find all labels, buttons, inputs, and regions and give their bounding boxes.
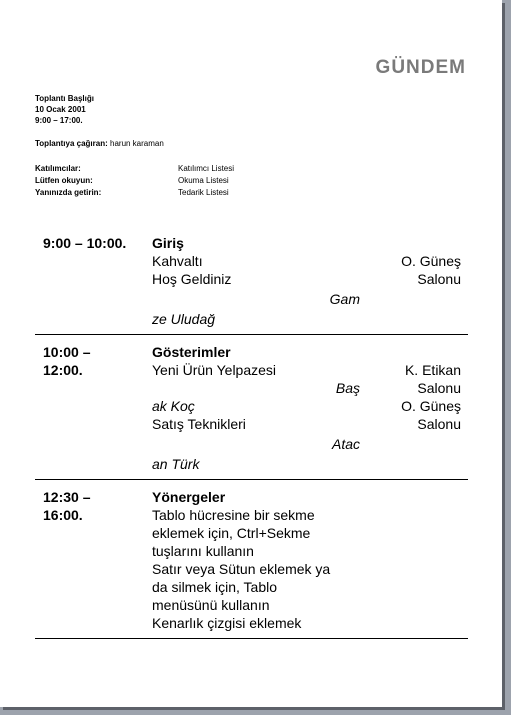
presenter-part: ze Uludağ xyxy=(152,311,216,327)
instruction-line: Kenarlık çizgisi eklemek xyxy=(152,615,302,631)
instruction-line: da silmek için, Tablo xyxy=(152,579,278,595)
agenda-item xyxy=(152,252,468,270)
role-row xyxy=(35,163,234,175)
section-content xyxy=(152,488,468,632)
caller-label: Toplantıya çağıran: xyxy=(35,139,108,148)
instruction-line: Tablo hücresine bir sekme xyxy=(152,507,315,523)
section-time xyxy=(35,343,152,473)
role-label: Yanınızda getirin: xyxy=(35,188,102,197)
section-heading: Yönergeler xyxy=(152,489,226,505)
agenda-item xyxy=(152,361,468,397)
agenda-title: GÜNDEM xyxy=(375,57,466,78)
item-location: Salonu xyxy=(417,271,461,287)
location-line: Salonu xyxy=(417,380,461,396)
location-line: K. Etikan xyxy=(404,362,461,378)
item-text: Satış Teknikleri xyxy=(152,416,246,432)
section-time xyxy=(35,488,152,632)
time-text: 12:00. xyxy=(43,362,83,378)
caller-value: harun karaman xyxy=(110,139,164,148)
section-time xyxy=(35,234,152,328)
agenda-section xyxy=(35,226,468,335)
agenda-section xyxy=(35,480,468,639)
section-heading: Giriş xyxy=(152,235,184,251)
instruction-line: Satır veya Sütun eklemek ya xyxy=(152,561,331,577)
item-text: Hoş Geldiniz xyxy=(152,271,232,287)
time-text: 10:00 – xyxy=(43,344,91,360)
section-content xyxy=(152,234,468,328)
presenter-part: ak Koç xyxy=(152,398,195,414)
agenda-section xyxy=(35,335,468,480)
agenda-item xyxy=(152,270,468,288)
role-row xyxy=(35,187,234,199)
agenda-table xyxy=(35,226,468,639)
meeting-caller xyxy=(35,139,164,148)
role-label: Katılımcılar: xyxy=(35,164,81,173)
item-location: O. Güneş xyxy=(401,253,461,269)
time-text: 16:00. xyxy=(43,507,83,523)
role-row xyxy=(35,175,234,187)
location-line: O. Güneş xyxy=(401,398,461,414)
presenter-part: Baş xyxy=(335,380,360,396)
meeting-time: 9:00 – 17:00. xyxy=(35,116,83,125)
section-content xyxy=(152,343,468,473)
presenter-part: Atac xyxy=(331,436,360,452)
role-value: Tedarik Listesi xyxy=(178,188,229,197)
role-label: Lütfen okuyun: xyxy=(35,176,93,185)
meeting-title-label: Toplantı Başlığı xyxy=(35,94,94,103)
role-value: Okuma Listesi xyxy=(178,176,229,185)
item-text: Yeni Ürün Yelpazesi xyxy=(152,362,277,378)
presenter-part: Gam xyxy=(329,291,360,307)
agenda-item xyxy=(152,415,468,433)
presenter-part: an Türk xyxy=(152,456,200,472)
time-text: 12:30 – xyxy=(43,489,91,505)
instruction-line: tuşlarını kullanın xyxy=(152,543,254,559)
location-line: Salonu xyxy=(417,416,461,432)
section-heading: Gösterimler xyxy=(152,344,231,360)
item-text: Kahvaltı xyxy=(152,253,203,269)
instruction-line: menüsünü kullanın xyxy=(152,597,270,613)
role-value: Katılımcı Listesi xyxy=(178,164,235,173)
instruction-line: eklemek için, Ctrl+Sekme xyxy=(152,525,311,541)
time-text: 9:00 – 10:00. xyxy=(43,235,127,251)
meeting-date: 10 Ocak 2001 xyxy=(35,105,86,114)
roles-list xyxy=(35,163,234,199)
meeting-info xyxy=(35,93,94,126)
item-location xyxy=(366,361,468,397)
